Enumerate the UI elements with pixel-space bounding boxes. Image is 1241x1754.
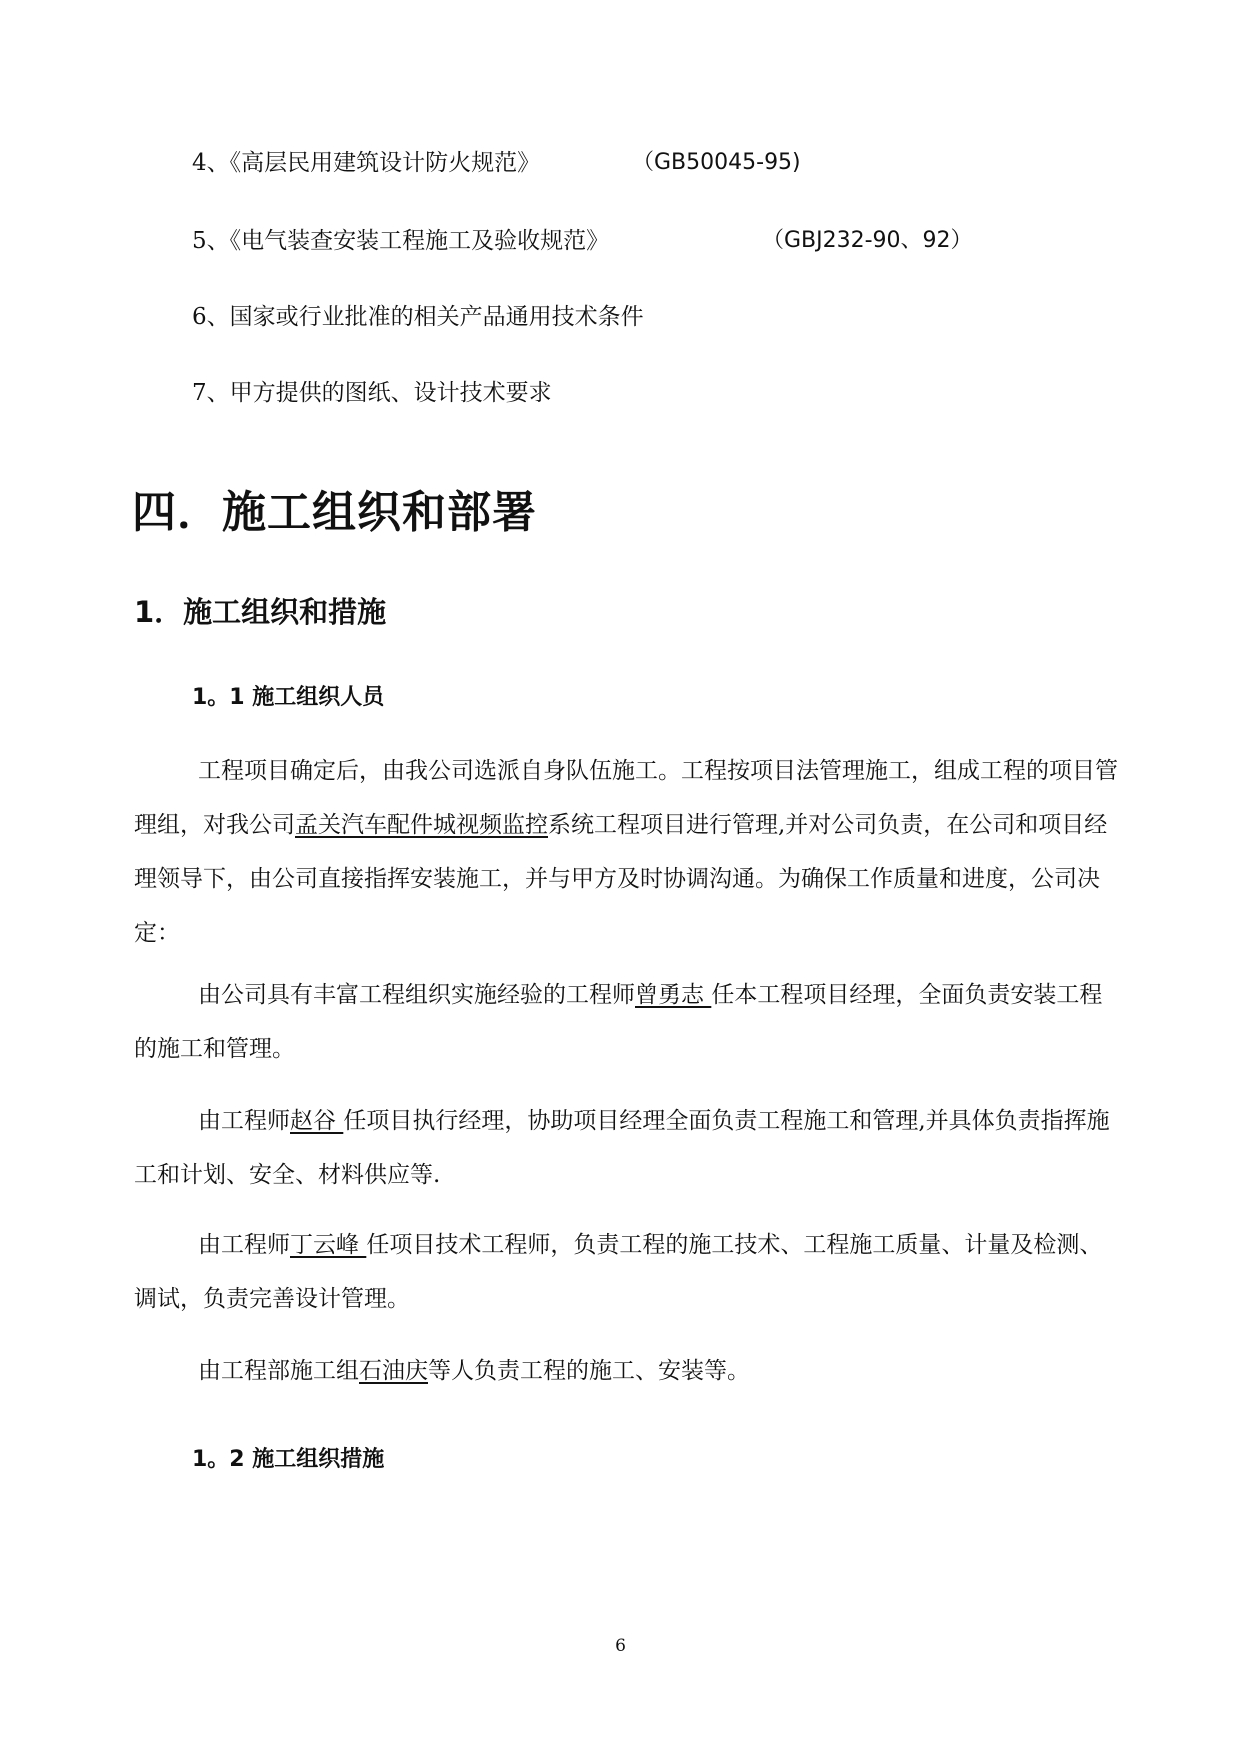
subsection-heading: 1．施工组织和措施 <box>134 595 387 629</box>
sub-heading-1-2: 1。2 施工组织措施 <box>192 1447 385 1472</box>
ref-title: 国家或行业批准的相关产品通用技术条件 <box>229 304 644 330</box>
ref-code-4: （GB50045-95) <box>632 150 801 175</box>
executive-manager-name: 赵谷 <box>290 1108 344 1134</box>
paragraph-5: 由工程部施工组石油庆等人负责工程的施工、安装等。 <box>198 1358 750 1384</box>
paragraph-1: 工程项目确定后，由我公司选派自身队伍施工。工程按项目法管理施工，组成工程的项目管理组，对我公司孟关汽车配件城视频监控系统工程项目进行管理,并对公司负责，在公司和项目经理领导下，由公司直接指挥安装施工，并与甲方及时协调沟通。为确保工作质量和进度，公司决定： <box>134 758 1118 946</box>
ref-num: 4、 <box>192 150 230 176</box>
project-manager-name: 曾勇志 <box>635 982 712 1008</box>
technical-engineer-name: 丁云峰 <box>290 1232 367 1258</box>
page-number: 6 <box>615 1636 626 1656</box>
sub-heading-1-1: 1。1 施工组织人员 <box>192 685 385 710</box>
construction-team-name: 石油庆 <box>359 1358 428 1384</box>
ref-num: 7、 <box>192 380 230 406</box>
ref-title: 《高层民用建筑设计防火规范》 <box>229 150 541 176</box>
ref-item-5 <box>192 222 609 255</box>
paragraph-3: 由工程师赵谷 任项目执行经理，协助项目经理全面负责工程施工和管理,并具体负责指挥施工和计划、安全、材料供应等. <box>134 1108 1110 1188</box>
ref-num: 5、 <box>192 228 230 254</box>
ref-title: 甲方提供的图纸、设计技术要求 <box>229 380 552 406</box>
paragraph-2: 由公司具有丰富工程组织实施经验的工程师曾勇志 任本工程项目经理，全面负责安装工程的施工和管理。 <box>134 982 1103 1062</box>
paragraph-4: 由工程师丁云峰 任项目技术工程师，负责工程的施工技术、工程施工质量、计量及检测、调试，负责完善设计管理。 <box>134 1232 1103 1312</box>
ref-item-6 <box>192 298 644 331</box>
project-name: 孟关汽车配件城视频监控 <box>295 812 548 838</box>
ref-item-7 <box>192 374 552 407</box>
ref-item-4 <box>192 144 540 177</box>
ref-title: 《电气装查安装工程施工及验收规范》 <box>229 228 610 254</box>
ref-num: 6、 <box>192 304 230 330</box>
section-heading: 四．施工组织和部署 <box>132 487 537 538</box>
ref-code-5: （GBJ232-90、92） <box>762 228 973 253</box>
